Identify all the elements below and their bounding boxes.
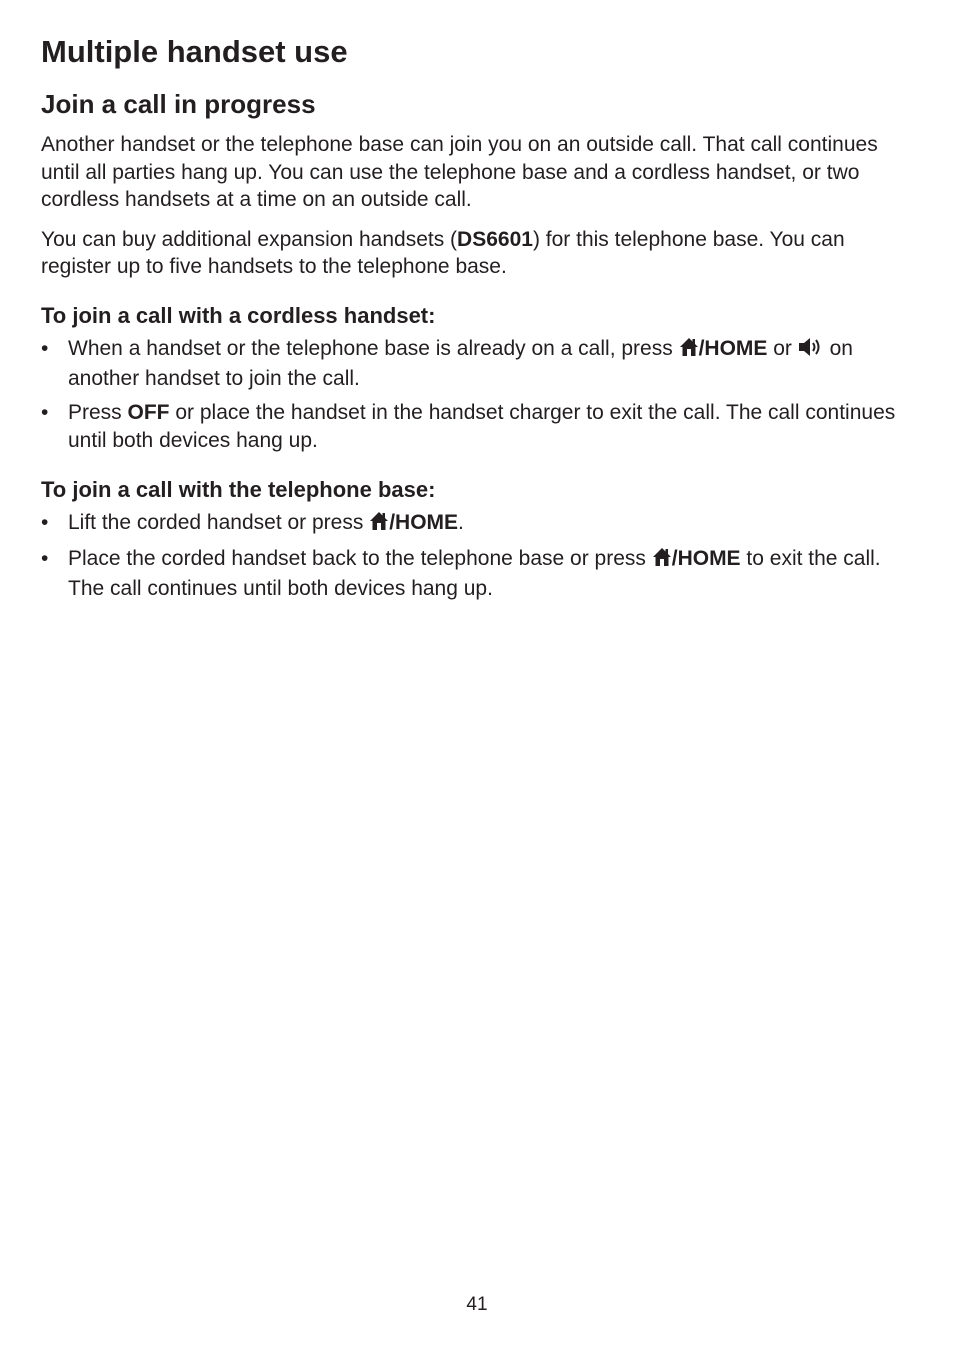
step-text-end: .: [458, 510, 464, 534]
base-heading: To join a call with the telephone base:: [41, 476, 436, 502]
page-number: 41: [466, 1294, 488, 1315]
step-text-end: on another handset to join the call.: [68, 336, 853, 390]
manual-page: [41, 30, 901, 609]
home-key-label: /HOME: [389, 510, 459, 534]
home-key-label: /HOME: [671, 546, 741, 570]
bullet: •: [41, 400, 49, 424]
bullet: •: [41, 546, 49, 570]
cordless-steps: [41, 335, 901, 455]
list-item: [41, 335, 901, 393]
home-icon: [652, 547, 672, 575]
intro-paragraph: Another handset or the telephone base can join you on an outside call. That call continues until all parties hang up. You can use the telephone base and a cordless handset, or two cordless handsets at a time on an outside call.: [41, 133, 878, 211]
off-key-label: OFF: [127, 400, 170, 424]
expansion-text-before: You can buy additional expansion handsets (: [41, 227, 458, 251]
model-number: DS6601: [457, 227, 533, 251]
step-text: When a handset or the telephone base is already on a call, press: [68, 336, 679, 360]
expansion-text-after: ) for this telephone base. You can register up to five handsets to the telephone base.: [41, 227, 845, 278]
step-text: Lift the corded handset or press: [68, 510, 370, 534]
home-icon: [679, 337, 699, 365]
page-title: Multiple handset use: [41, 34, 348, 69]
bullet: •: [41, 336, 49, 360]
step-text-end: or place the handset in the handset charger to exit the call. The call continues until both devices hang up.: [68, 400, 896, 452]
expansion-paragraph: [41, 226, 901, 281]
bullet: •: [41, 510, 49, 534]
step-text-or: or: [767, 336, 798, 360]
list-item: [41, 399, 901, 455]
step-text: Press: [68, 400, 128, 424]
step-text: Place the corded handset back to the telephone base or press: [68, 546, 652, 570]
section-title: Join a call in progress: [41, 89, 316, 119]
step-text-end: to exit the call. The call continues until both devices hang up.: [68, 546, 881, 600]
speakerphone-icon: [798, 337, 824, 365]
home-key-label: /HOME: [698, 336, 768, 360]
cordless-heading: To join a call with a cordless handset:: [41, 302, 436, 328]
list-item: [41, 545, 901, 603]
home-icon: [369, 511, 389, 539]
base-steps: [41, 509, 901, 603]
list-item: [41, 509, 901, 539]
